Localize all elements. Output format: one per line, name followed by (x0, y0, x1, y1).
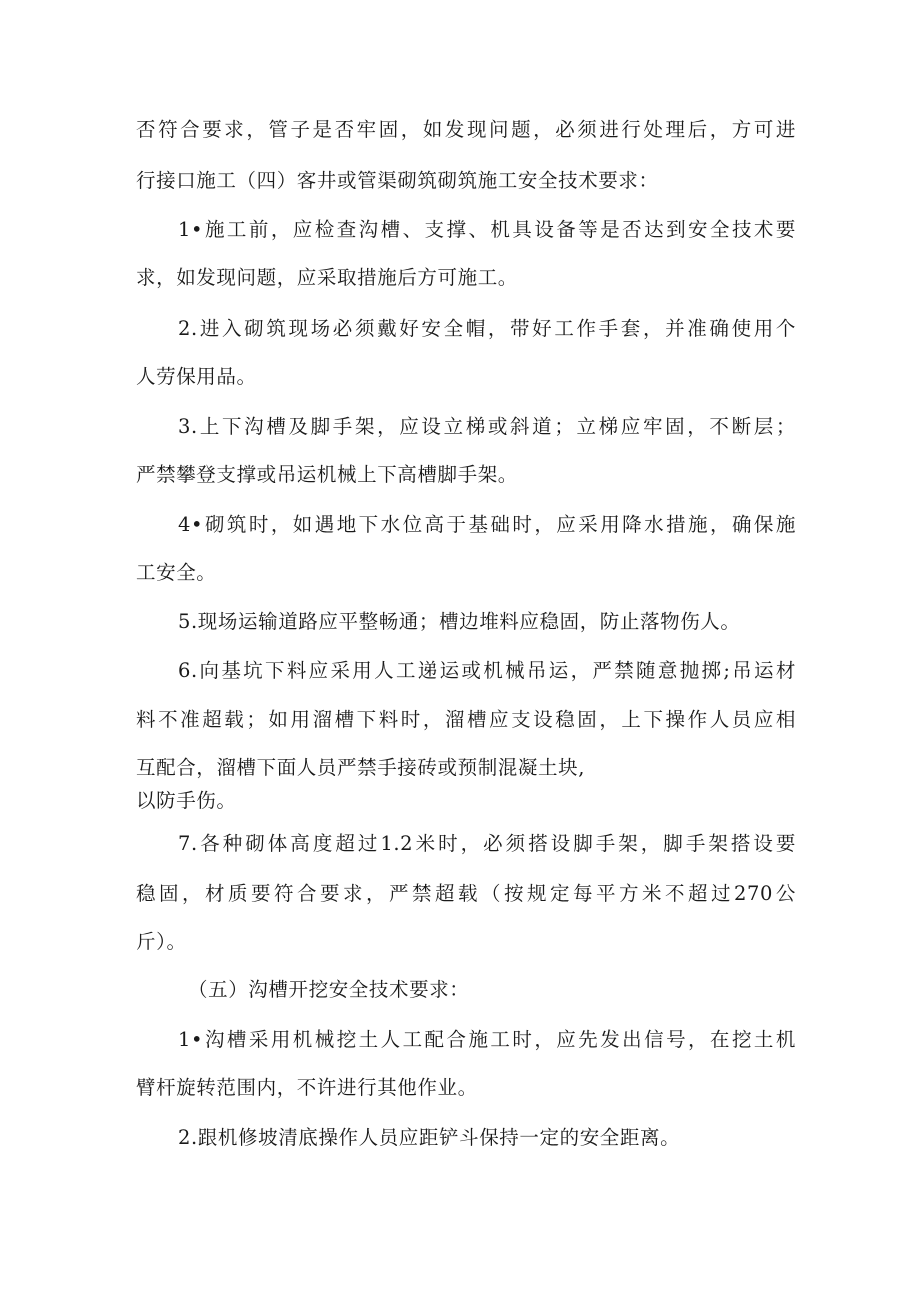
text-line: 臂杆旋转范围内，不许进行其他作业。 (136, 1076, 478, 1099)
text-line: 行接口施工（四）客井或管渠砌筑砌筑施工安全技术要求： (136, 169, 659, 192)
text-line: 斤）。 (136, 930, 187, 953)
text-line: 1•施工前，应检查沟槽、支撑、机具设备等是否达到安全技术要 (178, 218, 796, 241)
text-line: 以防手伤。 (136, 789, 237, 812)
text-line: 求，如发现问题，应采取措施后方可施工。 (136, 266, 518, 289)
section-heading: （五）沟槽开挖安全技术要求： (188, 978, 470, 1001)
text-line: 7.各种砌体高度超过1.2米时，必须搭设脚手架，脚手架搭设要 (178, 832, 796, 855)
text-line: 2.进入砌筑现场必须戴好安全帽，带好工作手套，并准确使用个 (178, 317, 796, 340)
text-line: 3.上下沟槽及脚手架，应设立梯或斜道；立梯应牢固，不断层； (178, 415, 796, 438)
text-line: 1•沟槽采用机械挖土人工配合施工时，应先发出信号，在挖土机 (178, 1028, 796, 1051)
text-line: 工安全。 (136, 561, 217, 584)
text-line: 6.向基坑下料应采用人工递运或机械吊运，严禁随意抛掷;吊运材 (178, 659, 796, 682)
text-line: 料不准超载；如用溜槽下料时，溜槽应支设稳固，上下操作人员应相 (136, 708, 796, 731)
text-line: 严禁攀登支撑或吊运机械上下高槽脚手架。 (136, 463, 518, 486)
text-line: 人劳保用品。 (136, 365, 257, 388)
text-line: 4•砌筑时，如遇地下水位高于基础时，应采用降水措施，确保施 (178, 513, 796, 536)
text-line: 5.现场运输道路应平整畅通；槽边堆料应稳固，防止落物伤人。 (178, 610, 741, 633)
text-line: 稳固，材质要符合要求，严禁超载（按规定每平方米不超过270公 (136, 882, 796, 905)
text-line: 互配合，溜槽下面人员严禁手接砖或预制混凝土块, (136, 756, 585, 779)
text-line: 否符合要求，管子是否牢固，如发现问题，必须进行处理后，方可进 (136, 118, 796, 141)
text-line: 2.跟机修坡清底操作人员应距铲斗保持一定的安全距离。 (178, 1126, 681, 1149)
